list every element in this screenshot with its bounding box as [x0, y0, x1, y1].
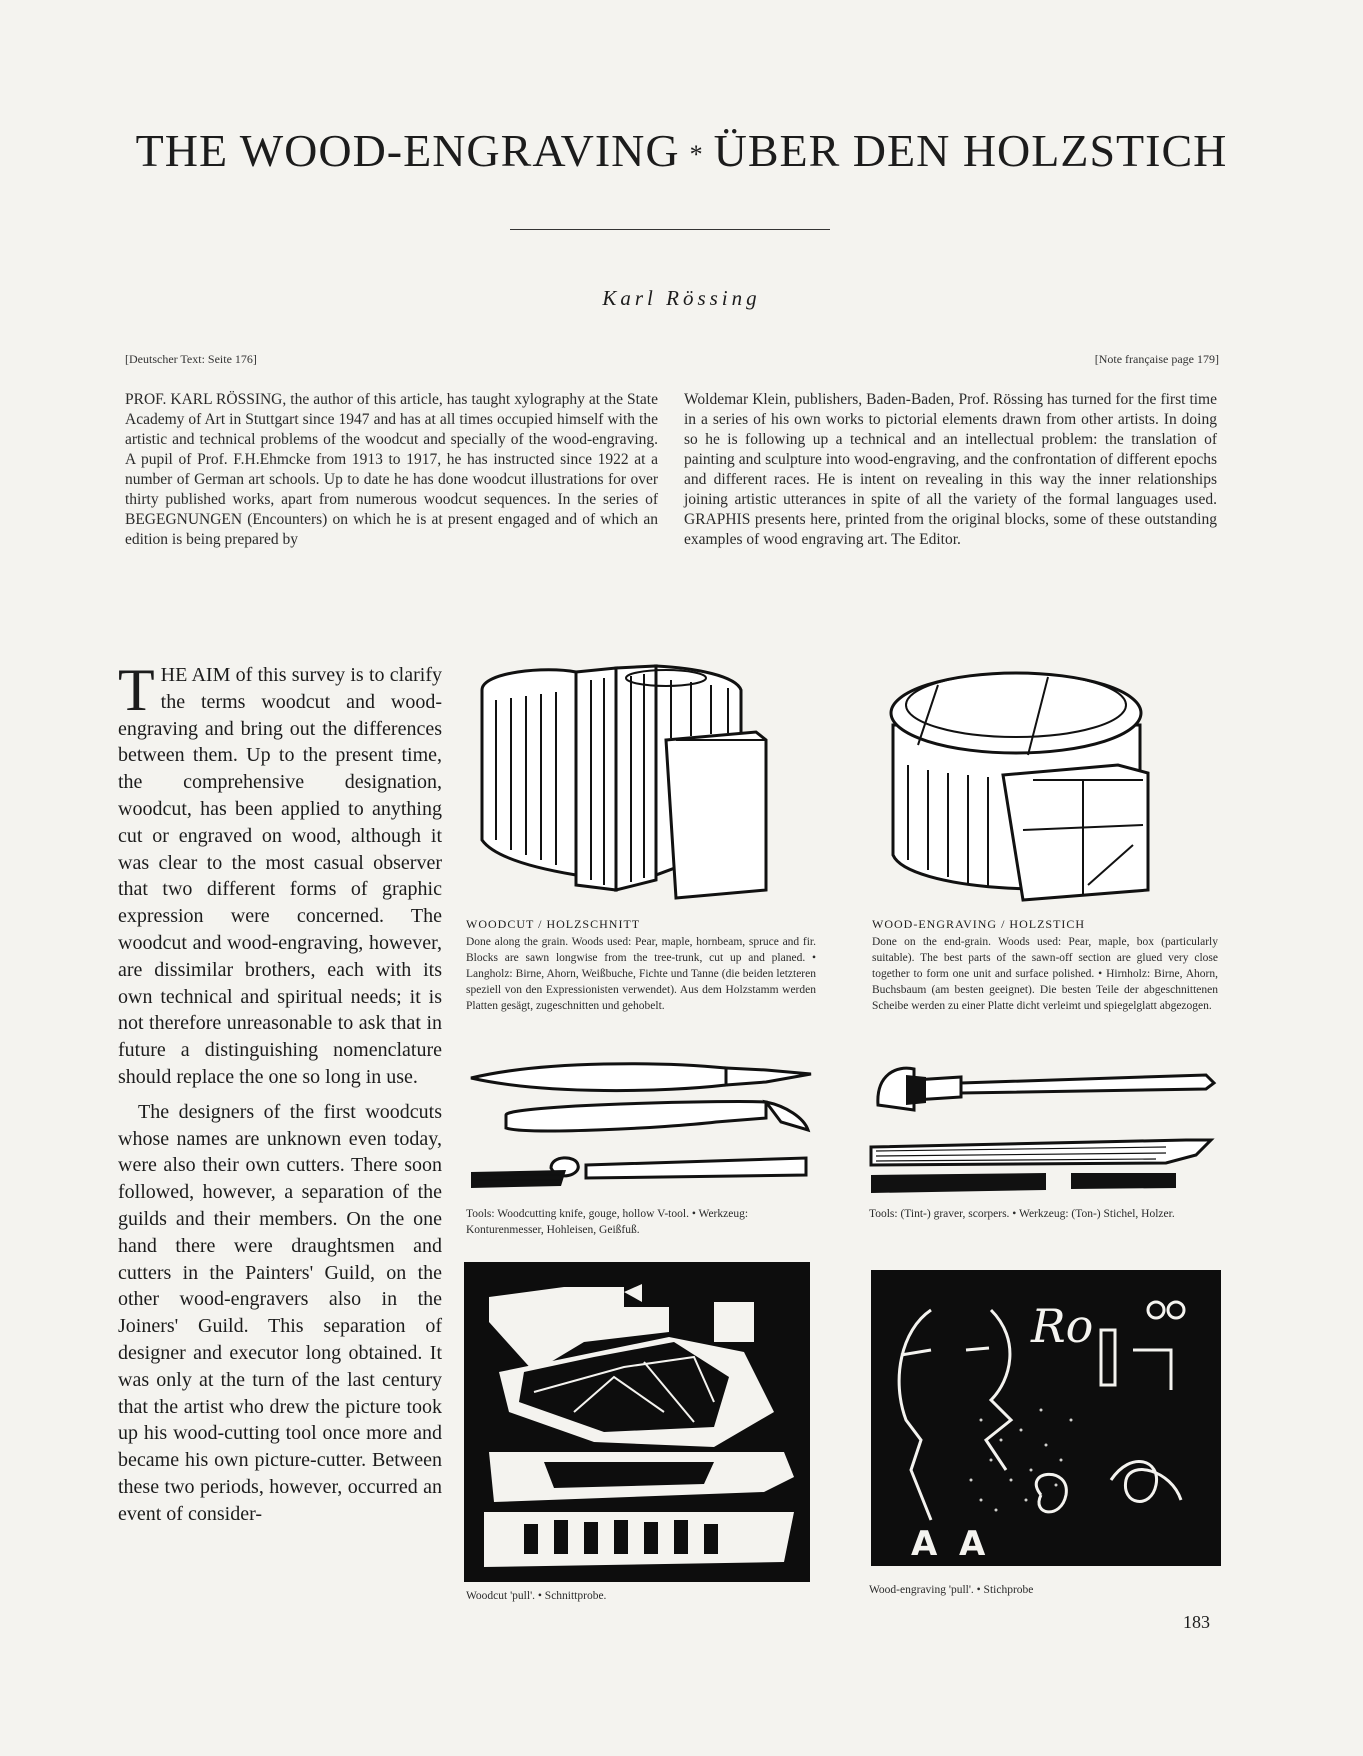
woodcut-block-illustration [466, 660, 816, 910]
title-english: THE WOOD-ENGRAVING [135, 125, 680, 176]
wood-engraving-description: Done on the end-grain. Woods used: Pear, maple, box (particularly suitable). The best parts of the sawn-off section are glued very close together to form one unit and surface polished. • Hirnholz: Birne, Ahorn, Buchsbaum (am besten geeignet). Die besten Teile der abgeschnittenen Scheibe werden zu einer Platte dicht verleimt und spiegelglatt abgezogen. [872, 936, 1218, 1012]
woodcut-pull-print [464, 1262, 810, 1582]
body-paragraph-1-text: of this survey is to clarify the terms woodcut and wood-engraving and bring out the differences between them. Up to the present time, the comprehensive designation, woodcut, has been applied to anything cut or engraved on wood, although it was clear to the most casual observer that two different forms of graphic expression were concerned. The woodcut and wood-engraving, however, are dissimilar brothers, each with its own technical and spiritual needs; it is not therefore unreasonable to ask that in future a distinguishing nomenclature should replace the one so long in use. [118, 664, 442, 1088]
title-german: ÜBER DEN HOLZSTICH [713, 125, 1228, 176]
editor-intro-right: Woldemar Klein, publishers, Baden-Baden, Prof. Rössing has turned for the first time in a series of his own works to pictorial elements drawn from other artists. In doing so he is following up a technical and an intellectual problem: the translation of painting and sculpture into wood-engraving, and the confrontation of different epochs and different races. He is intent on revealing in this way the inner relationships joining artistic utterances in spite of all the variety of the formal languages used. GRAPHIS presents here, printed from the original blocks, some of these outstanding examples of wood engraving art. The Editor. [684, 391, 1217, 548]
engraving-tools-caption: Tools: (Tint-) graver, scorpers. • Werkzeug: (Ton-) Stichel, Holzer. [869, 1208, 1175, 1220]
german-text-reference: [Deutscher Text: Seite 176] [125, 352, 257, 366]
woodcut-pull-caption: Woodcut 'pull'. • Schnittprobe. [466, 1590, 607, 1602]
article-body [118, 657, 442, 1536]
wood-engraving-label: WOOD-ENGRAVING / HOLZSTICH [872, 917, 1086, 931]
title-separator: * [689, 140, 704, 170]
wood-engraving-pull-caption: Wood-engraving 'pull'. • Stichprobe [869, 1584, 1034, 1596]
lead-in: HE AIM [160, 664, 231, 686]
page-number: 183 [1183, 1612, 1210, 1632]
print-letter-a-1: A [911, 1524, 938, 1564]
woodcut-description: Done along the grain. Woods used: Pear, maple, hornbeam, spruce and fir. Blocks are sawn longwise from the tree-trunk, cut up and planed. • Langholz: Birne, Ahorn, Weißbuche, Fichte und Tanne (die beiden letzteren speziell von den Expressionisten verwendet). Aus dem Holzstamm werden Platten gesägt, zugeschnitten und gehobelt. [466, 936, 816, 1012]
title-rule [510, 229, 830, 230]
wood-engraving-pull-print [871, 1270, 1221, 1566]
page-title [0, 124, 1363, 177]
author-name: Karl Rössing [602, 286, 761, 310]
woodcut-tools-illustration [466, 1060, 826, 1195]
wood-engraving-block-illustration [878, 655, 1178, 910]
woodcut-label: WOODCUT / HOLZSCHNITT [466, 917, 641, 931]
print-letter-a-2: A [959, 1524, 986, 1564]
drop-cap: T [118, 657, 155, 723]
editor-intro-left: PROF. KARL RÖSSING, the author of this article, has taught xylography at the State Academy of Art in Stuttgart since 1947 and has at all times occupied himself with the artistic and technical problems of the woodcut and specially of the wood-engraving. A pupil of Prof. F.H.Ehmcke from 1913 to 1917, he has instructed since 1922 at a number of German art schools. Up to date he has done woodcut illustrations for over thirty published works, apart from numerous woodcut sequences. In the series of BEGEGNUNGEN (Encounters) on which he is at present engaged and of which an edition is being prepared by [125, 391, 658, 548]
woodcut-tools-caption: Tools: Woodcutting knife, gouge, hollow V-tool. • Werkzeug: Konturenmesser, Hohleisen, Geißfuß. [466, 1208, 749, 1236]
body-paragraph-2: The designers of the first woodcuts whose names are unknown even today, were also their own cutters. There soon followed, however, a separation of the guilds and their members. On the one hand there were draughtsmen and cutters in the Painters' Guild, on the other wood-engravers also in the Joiners' Guild. This separation of designer and executor long obtained. It was only at the turn of the last century that the artist who drew the picture took up his wood-cutting tool once more and became his own picture-cutter. Between these two periods, however, occurred an event of consider- [118, 1100, 442, 1525]
engraving-tools-illustration [866, 1055, 1226, 1195]
body-paragraph-1 [118, 657, 442, 1091]
french-note-reference: [Note française page 179] [1094, 352, 1219, 366]
print-letters-ro: Ro [1031, 1299, 1094, 1353]
